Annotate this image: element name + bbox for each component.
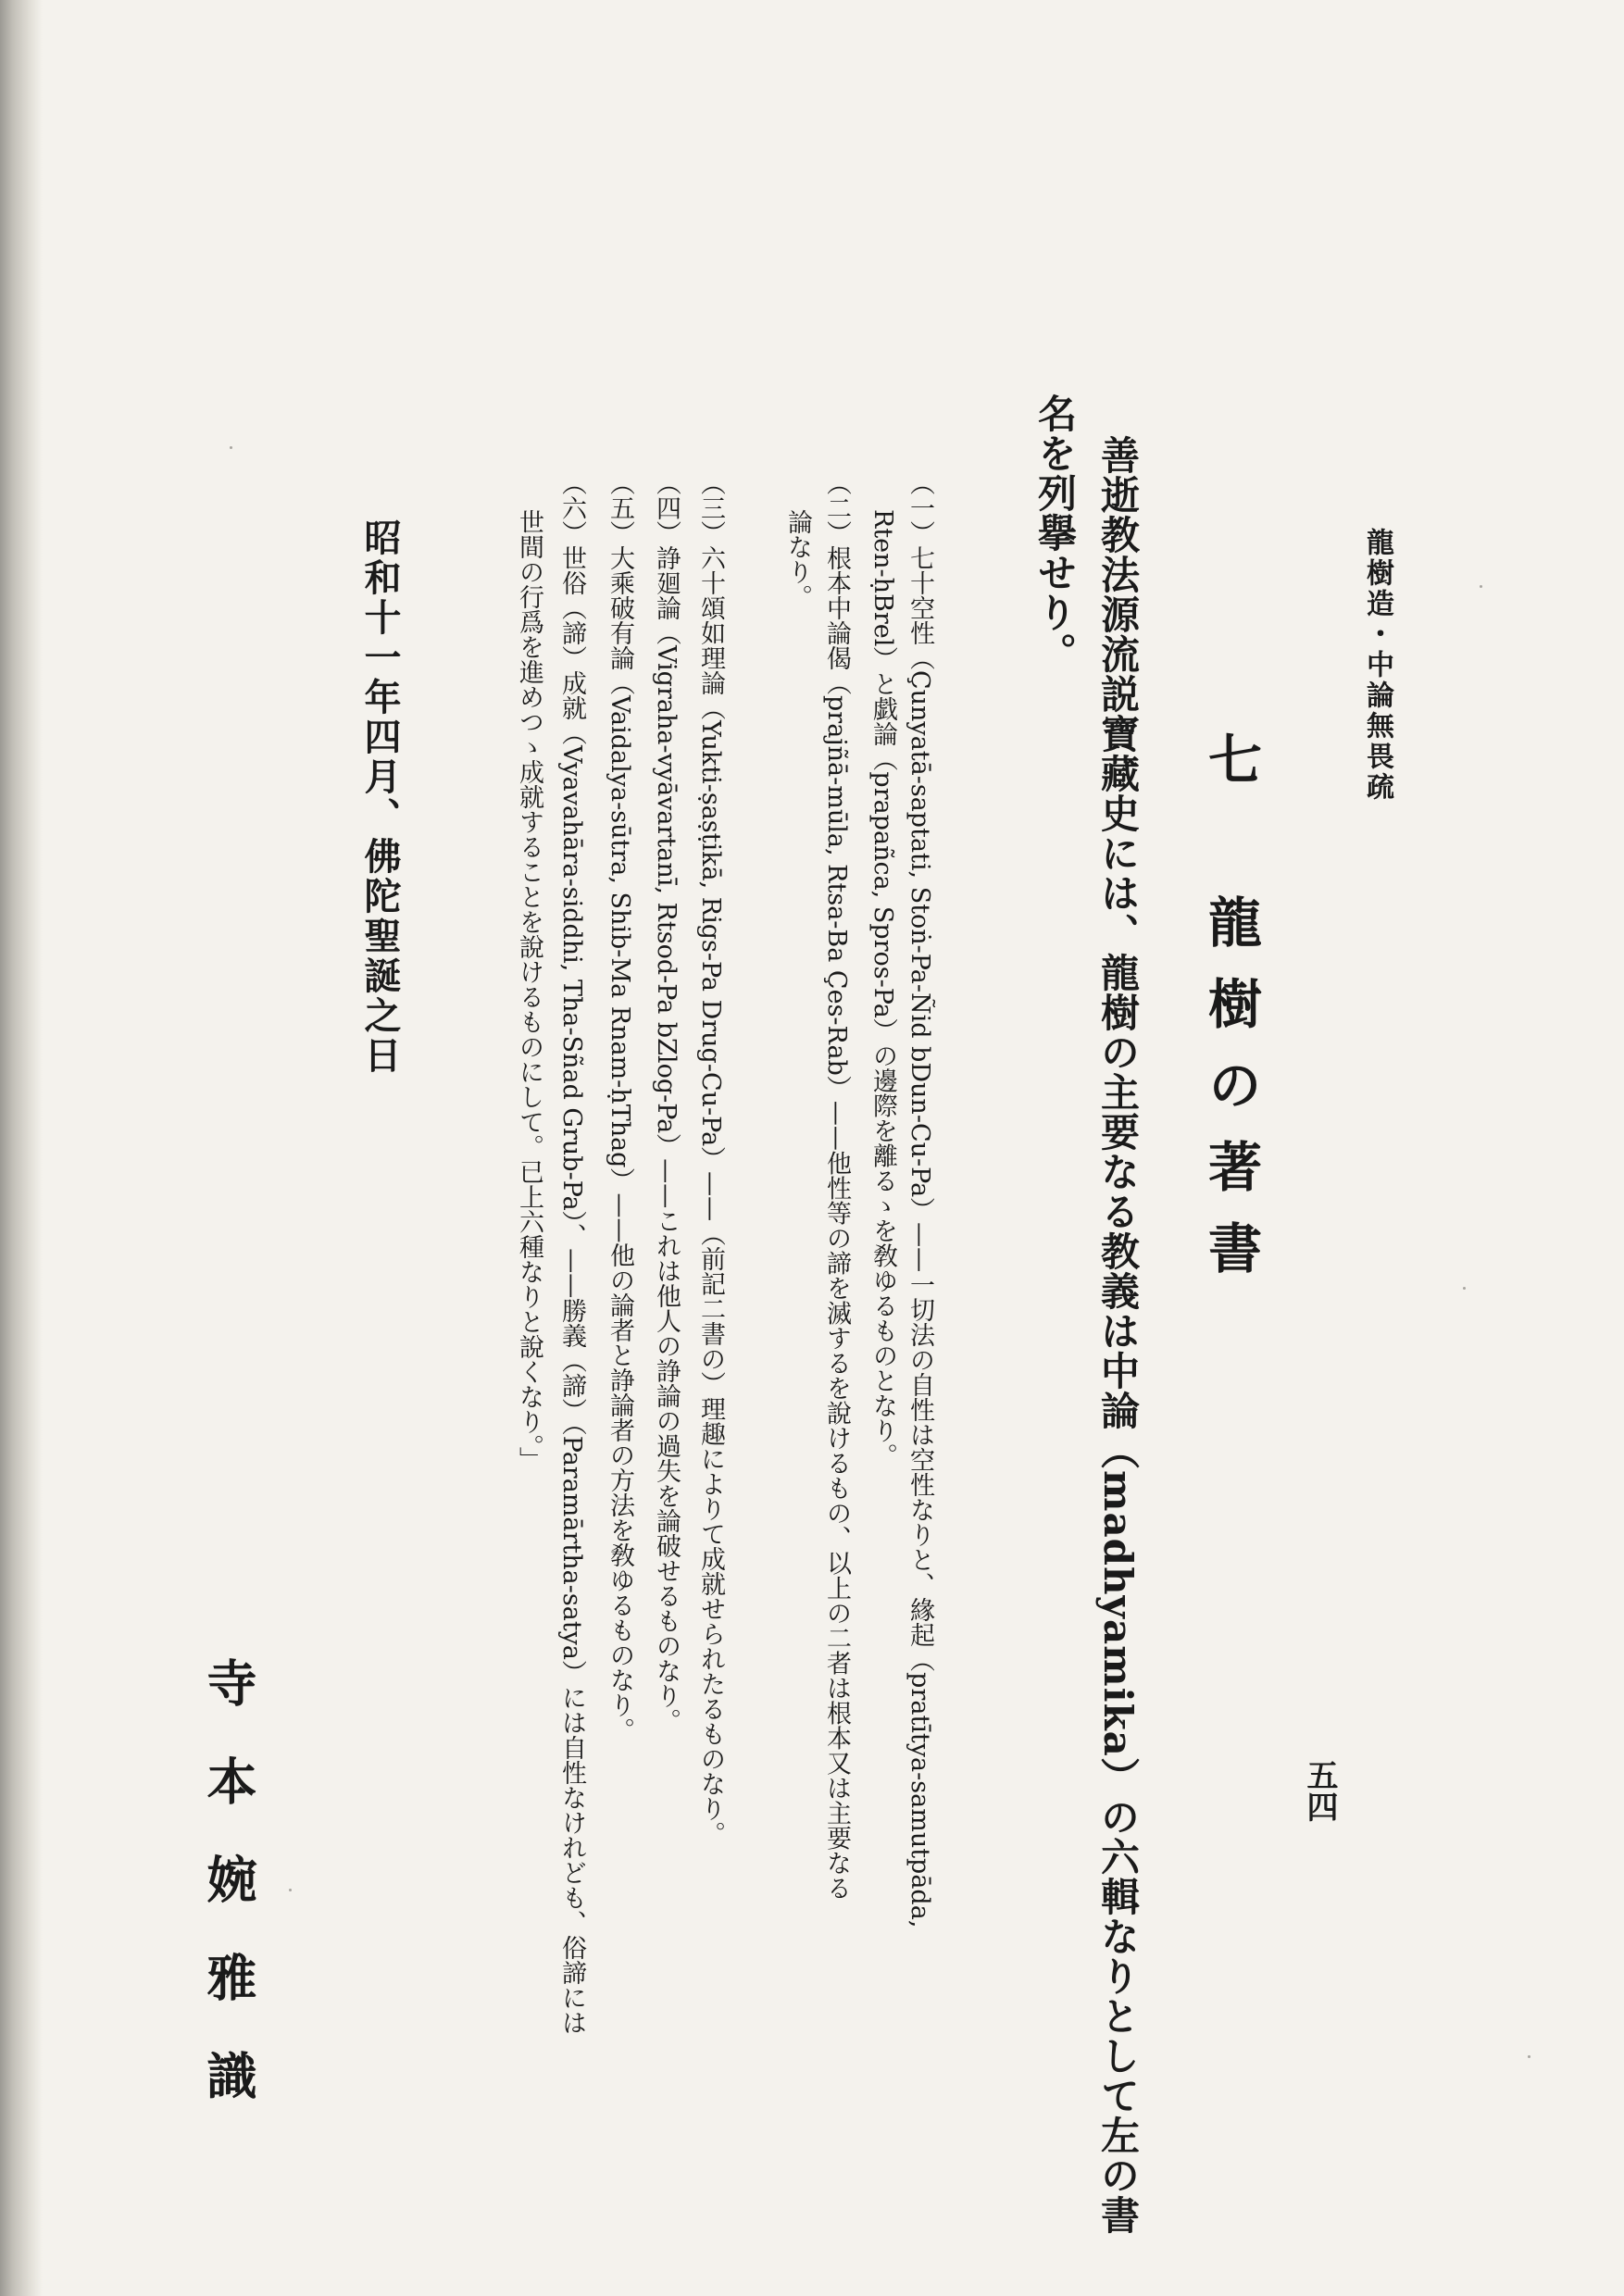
list-item-5: （五）大乘破有論（Vaidalya-sūtra, Shib-Ma Rnam-ḥThag）——他の論者と諍論者の方法を敎ゆるものなり。 [606, 470, 634, 1743]
intro-paragraph-line-2: 名を列擧せり。 [1032, 393, 1078, 672]
list-item-3: （三）六十頌如理論（Yukti-ṣaṣṭikā, Rigs-Pa Drug-Cu-Pa）——（前記二書の）理趣によりて成就せられたるものなり。 [696, 470, 725, 1847]
paper-speck [230, 446, 232, 449]
author-signature: 寺本婉雅識 [199, 1657, 258, 2148]
list-item-1: （一）七十空性（Çunyatā-saptati, Stoṅ-Pa-Ñid bDun-Cu-Pa）——一切法の自性は空性なりと、緣起（pratītya-samutpāda, [906, 470, 934, 1928]
section-title: 七 龍樹の著書 [1199, 731, 1262, 1302]
paper-speck [1480, 585, 1482, 588]
paper-speck [1463, 1287, 1466, 1290]
intro-paragraph-line-1: 善逝教法源流説寶藏史には、龍樹の主要なる教義は中論（madhyamika）の六輯なりとして左の書 [1095, 435, 1141, 2235]
page-number: 五四 [1301, 1759, 1338, 1822]
list-item-1-continuation: Rten-ḥBrel）と戯論（prapañca, Spros-Pa）の邊際を離るゝを敎ゆるものとなり。 [868, 509, 897, 1468]
paper-speck [289, 1889, 292, 1891]
date-line: 昭和十一年四月、佛陀聖誕之日 [358, 518, 402, 1076]
paper-speck [1528, 2055, 1530, 2058]
list-item-6: （六）世俗（諦）成就（Vyavahāra-siddhi, Tha-Sñad Grub-Pa）、——勝義（諦）（Paramārtha-satya）には自性なけれども、俗諦には [557, 470, 586, 2036]
list-item-4: （四）諍廻論（Vigraha-vyāvartanī, Rtsod-Pa bZlog-Pa）——これは他人の諍論の過失を論破せるものなり。 [652, 470, 681, 1734]
list-item-6-continuation: 世間の行爲を進めつゝ成就することを說けるものにして。已上六種なりと說くなり。」 [515, 509, 543, 1472]
running-header: 龍樹造・中論無畏疏 [1361, 528, 1393, 803]
list-item-2-continuation: 論なり。 [783, 509, 812, 609]
list-item-2: （二）根本中論偈（prajñā-mūla, Rtsa-Ba Çes-Rab）——他性等の諦を滅するを說けるもの、以上の二者は根本又は主要なる [822, 470, 851, 1901]
scan-edge-shadow [0, 0, 43, 2296]
